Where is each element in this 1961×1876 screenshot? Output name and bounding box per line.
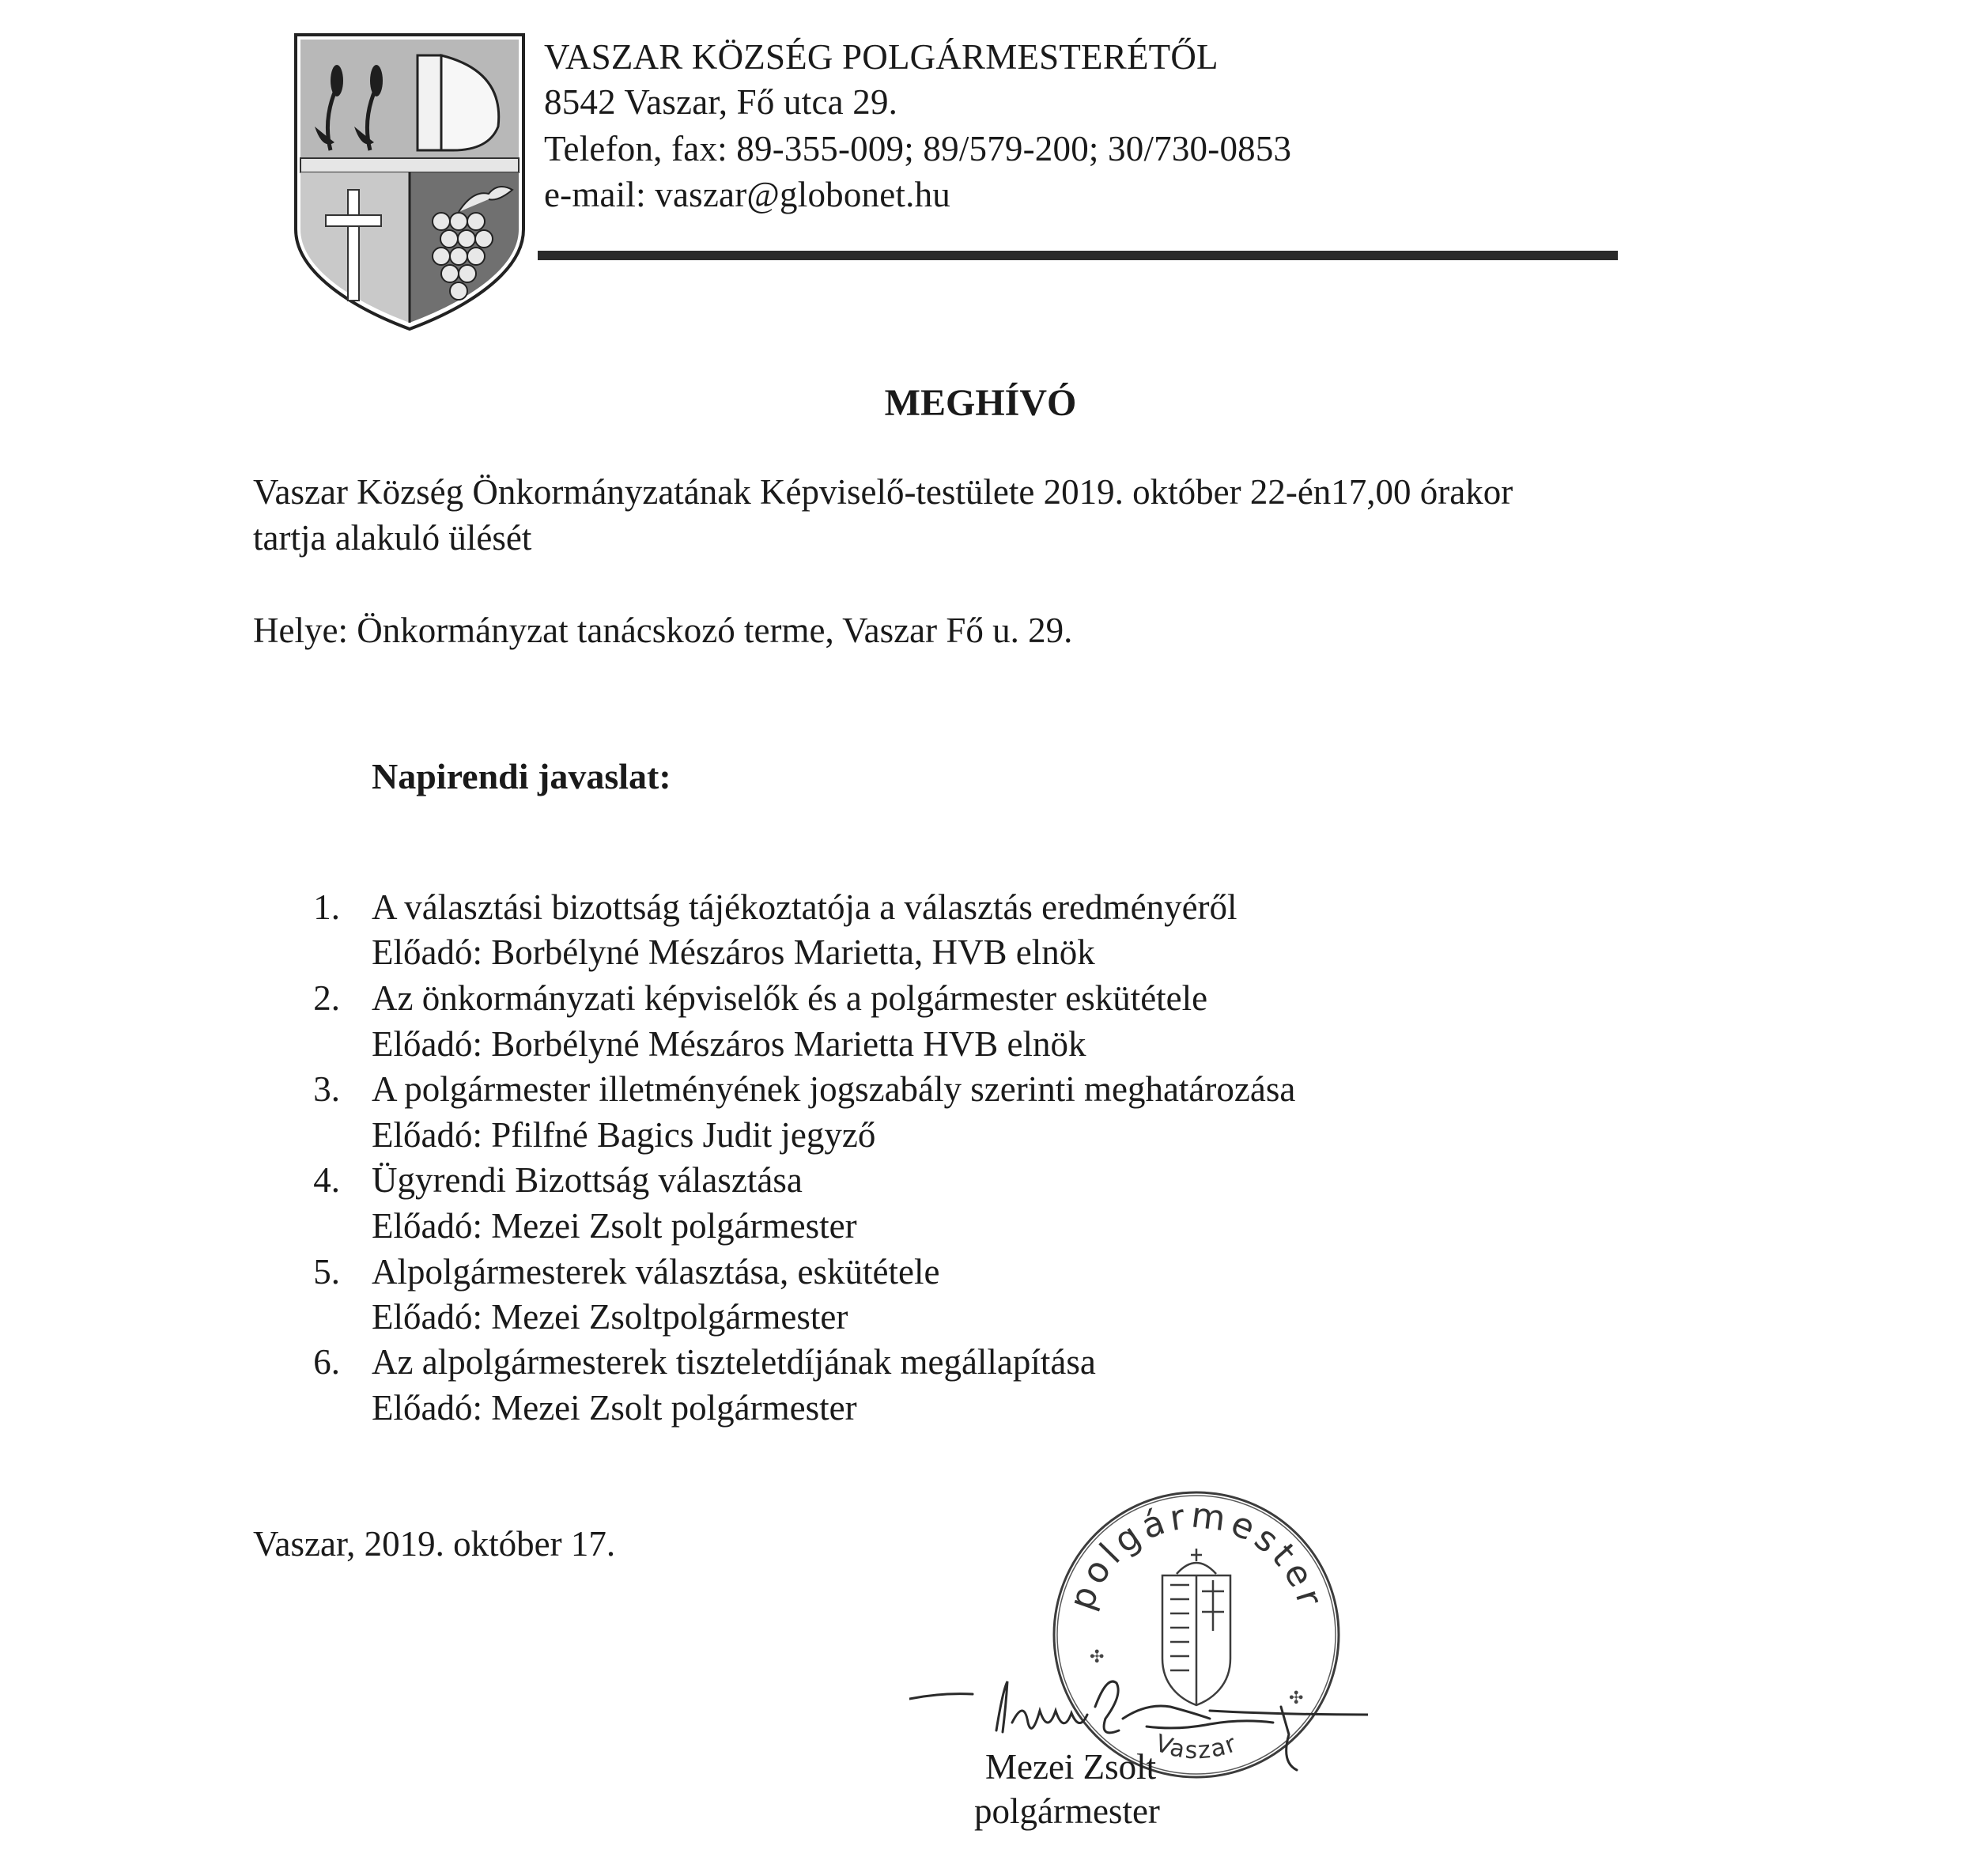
agenda-item-presenter: Előadó: Pfilfné Bagics Judit jegyző	[372, 1115, 876, 1155]
stamp-bottom-text: Vaszar	[1151, 1729, 1241, 1765]
header-phone: Telefon, fax: 89-355-009; 89/579-200; 30/730-0853	[544, 129, 1292, 168]
agenda-item-presenter: Előadó: Mezei Zsolt polgármester	[372, 1206, 857, 1246]
agenda-number: 3.	[313, 1069, 340, 1109]
agenda-item-title: A polgármester illetményének jogszabály szerinti meghatározása	[372, 1069, 1296, 1109]
agenda-item-presenter: Előadó: Mezei Zsolt polgármester	[372, 1388, 857, 1428]
agenda-number: 1.	[313, 887, 340, 927]
header-divider	[538, 251, 1618, 260]
svg-text:✣: ✣	[1289, 1689, 1304, 1708]
signatory-role: polgármester	[974, 1791, 1160, 1831]
agenda-item-title: Alpolgármesterek választása, eskütétele	[372, 1252, 940, 1292]
agenda-number: 2.	[313, 978, 340, 1018]
agenda-item-title: A választási bizottság tájékoztatója a választás eredményéről	[372, 887, 1237, 927]
agenda-item-title: Az alpolgármesterek tiszteletdíjának megállapítása	[372, 1342, 1096, 1382]
stamp-top-text: polgármester	[1061, 1495, 1332, 1615]
document-title: MEGHÍVÓ	[884, 382, 1077, 424]
signatory-name: Mezei Zsolt	[985, 1747, 1157, 1787]
header-office-name: VASZAR KÖZSÉG POLGÁRMESTERÉTŐL	[544, 37, 1219, 77]
header-email: e-mail: vaszar@globonet.hu	[544, 175, 950, 214]
agenda-item-presenter: Előadó: Borbélyné Mészáros Marietta, HVB elnök	[372, 932, 1095, 972]
agenda-item-title: Az önkormányzati képviselők és a polgármester eskütétele	[372, 978, 1208, 1018]
agenda-number: 4.	[313, 1160, 340, 1200]
coat-of-arms-icon	[291, 32, 528, 332]
svg-text:✣: ✣	[1090, 1647, 1105, 1667]
agenda-item-presenter: Előadó: Mezei Zsoltpolgármester	[372, 1297, 848, 1337]
agenda-heading: Napirendi javaslat:	[372, 756, 671, 796]
intro-line-2: tartja alakuló ülését	[253, 518, 532, 558]
agenda-item-title: Ügyrendi Bizottság választása	[372, 1160, 803, 1200]
document-date: Vaszar, 2019. október 17.	[253, 1524, 616, 1564]
agenda-item-presenter: Előadó: Borbélyné Mészáros Marietta HVB elnök	[372, 1024, 1086, 1064]
intro-line-1: Vaszar Község Önkormányzatának Képviselő-testülete 2019. október 22-én17,00 órakor	[253, 472, 1513, 512]
agenda-number: 6.	[313, 1342, 340, 1382]
agenda-number: 5.	[313, 1252, 340, 1292]
location-line: Helye: Önkormányzat tanácskozó terme, Vaszar Fő u. 29.	[253, 611, 1073, 650]
header-address: 8542 Vaszar, Fő utca 29.	[544, 82, 898, 122]
